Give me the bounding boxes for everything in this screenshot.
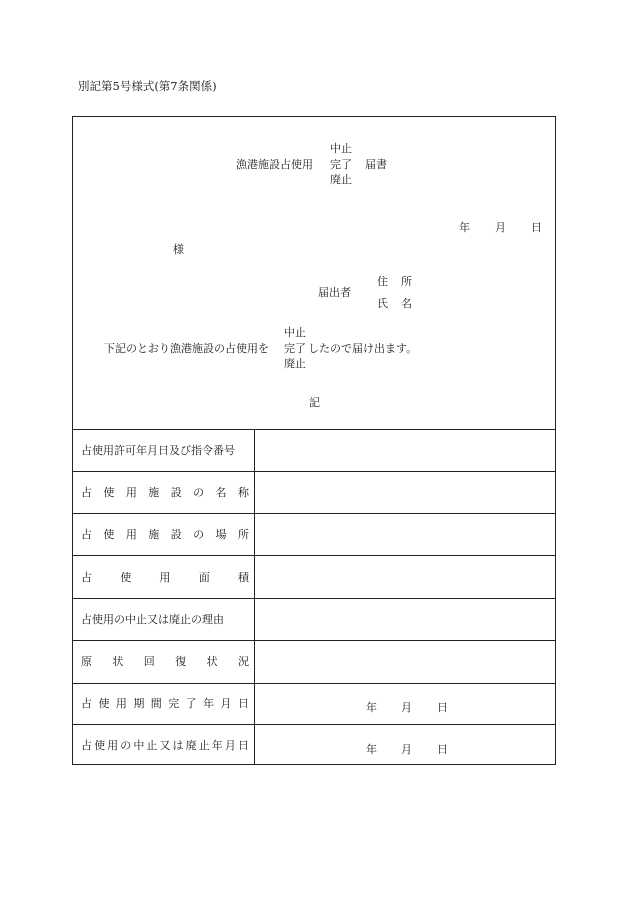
completion-date-year-label: 年 — [366, 701, 377, 714]
row-divider — [73, 683, 555, 684]
ki-mark: 記 — [309, 396, 320, 409]
completion-date-month-label: 月 — [401, 701, 412, 714]
addressee-suffix: 様 — [173, 243, 184, 256]
column-divider — [254, 429, 255, 764]
row-divider — [73, 724, 555, 725]
date-day-label: 日 — [531, 221, 542, 234]
statement-option-stop: 中止 — [284, 326, 306, 339]
applicant-address-char-1: 住 — [377, 275, 388, 288]
row-label-completion-date: 占 使 用 期 間 完 了 年 月 日 — [81, 697, 249, 710]
title-option-stop: 中止 — [330, 142, 352, 155]
row-label-facility-name: 占 使 用 施 設 の 名 称 — [81, 486, 249, 499]
date-year-label: 年 — [459, 221, 470, 234]
applicant-name-char-1: 氏 — [377, 297, 388, 310]
stop-date-year-label: 年 — [366, 743, 377, 756]
title-option-complete: 完了 — [330, 158, 352, 171]
row-divider — [73, 513, 555, 514]
row-label-area: 占 使 用 面 積 — [81, 571, 249, 584]
statement-before: 下記のとおり漁港施設の占使用を — [104, 342, 269, 355]
row-divider — [73, 640, 555, 641]
applicant-address-char-2: 所 — [401, 275, 412, 288]
title-option-abolish: 廃止 — [330, 173, 352, 186]
stop-date-day-label: 日 — [437, 743, 448, 756]
row-divider — [73, 598, 555, 599]
title-prefix: 漁港施設占使用 — [236, 158, 313, 171]
completion-date-day-label: 日 — [437, 701, 448, 714]
form-frame — [72, 116, 556, 765]
row-divider — [73, 555, 555, 556]
row-label-facility-location: 占 使 用 施 設 の 場 所 — [81, 528, 249, 541]
row-label-reason: 占使用の中止又は廃止の理由 — [81, 613, 224, 626]
stop-date-month-label: 月 — [401, 743, 412, 756]
row-label-stop-abolish-date: 占 使 用 の 中 止 又 は 廃 止 年 月 日 — [81, 739, 249, 752]
statement-option-abolish: 廃止 — [284, 357, 306, 370]
row-label-restoration-status: 原 状 回 復 状 況 — [81, 655, 249, 668]
applicant-label: 届出者 — [318, 286, 351, 299]
statement-after: したので届け出ます。 — [308, 342, 418, 355]
statement-option-complete: 完了 — [284, 342, 306, 355]
row-divider — [73, 471, 555, 472]
applicant-name-char-2: 名 — [401, 297, 412, 310]
table-top-border — [73, 429, 555, 430]
row-label-permit-date-number: 占使用許可年月日及び指令番号 — [81, 444, 235, 457]
form-number: 別記第5号様式(第7条関係) — [78, 79, 217, 93]
date-month-label: 月 — [495, 221, 506, 234]
title-suffix: 届書 — [365, 158, 387, 171]
